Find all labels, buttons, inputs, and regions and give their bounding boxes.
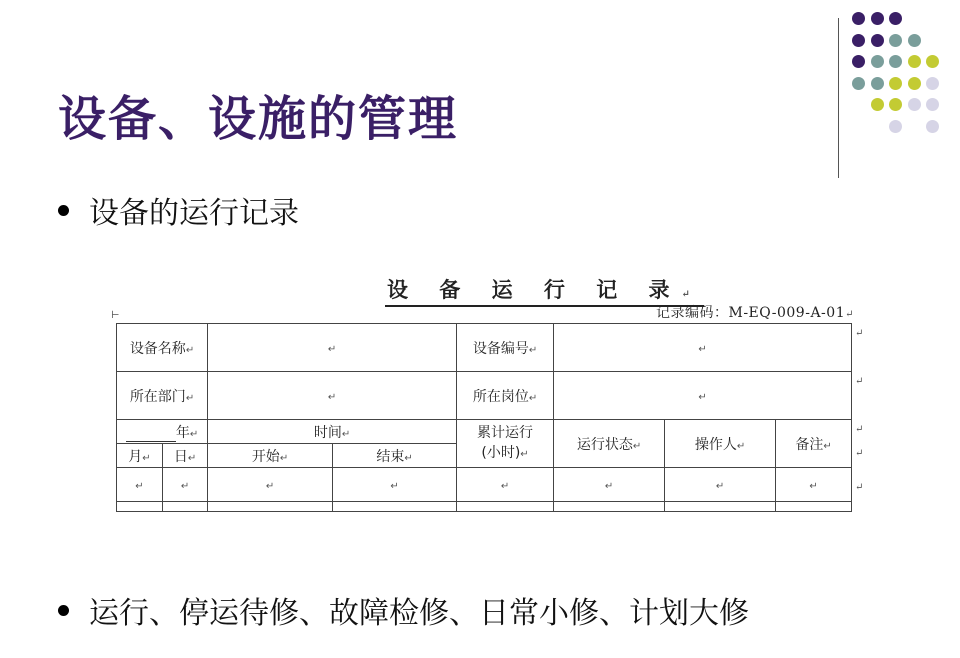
slide-title: 设备、设施的管理 — [58, 91, 459, 147]
decorative-dot — [926, 98, 939, 111]
row-end-mark: ↵ — [855, 376, 864, 387]
decorative-dot — [871, 55, 884, 68]
time-header: 时间↵ — [208, 420, 457, 444]
device-name-cell: ↵ — [208, 324, 457, 372]
table-row — [117, 372, 852, 420]
decorative-dot — [871, 98, 884, 111]
row-end-mark: ↵ — [855, 482, 864, 493]
decorative-dot — [871, 34, 884, 47]
table-cell: ↵ — [117, 468, 163, 502]
row-end-mark: ↵ — [855, 424, 864, 435]
label-device-name: 设备名称↵ — [117, 324, 208, 372]
table-cell — [163, 502, 208, 512]
start-header: 开始↵ — [208, 444, 333, 468]
device-number-cell: ↵ — [554, 324, 852, 372]
bullet-text: 运行、停运待修、故障检修、日常小修、计划大修 — [89, 596, 749, 631]
decorative-dot — [926, 55, 939, 68]
end-header: 结束↵ — [333, 444, 457, 468]
dot-grid-decoration — [852, 12, 952, 162]
record-table — [116, 323, 852, 512]
title-divider — [838, 18, 839, 178]
remark-header: 备注↵ — [776, 420, 852, 468]
decorative-dot — [908, 98, 921, 111]
decorative-dot — [871, 12, 884, 25]
table-cell: ↵ — [163, 468, 208, 502]
year-header: 年↵ — [117, 420, 208, 444]
decorative-dot — [871, 77, 884, 90]
table-cell — [457, 502, 554, 512]
decorative-dot — [908, 34, 921, 47]
decorative-dot — [852, 77, 865, 90]
margin-marker: ⊢ — [111, 310, 120, 321]
department-cell: ↵ — [208, 372, 457, 420]
status-header: 运行状态↵ — [554, 420, 665, 468]
label-post: 所在岗位↵ — [457, 372, 554, 420]
post-cell: ↵ — [554, 372, 852, 420]
table-cell: ↵ — [333, 468, 457, 502]
operator-header: 操作人↵ — [665, 420, 776, 468]
decorative-dot — [908, 77, 921, 90]
equipment-record-form — [110, 270, 864, 510]
label-device-number: 设备编号↵ — [457, 324, 554, 372]
table-cell — [665, 502, 776, 512]
decorative-dot — [889, 55, 902, 68]
decorative-dot — [852, 12, 865, 25]
bullet-text: 设备的运行记录 — [89, 196, 299, 231]
table-cell: ↵ — [208, 468, 333, 502]
bullet-dot-icon — [58, 605, 69, 616]
table-cell — [117, 502, 163, 512]
decorative-dot — [889, 98, 902, 111]
decorative-dot — [889, 120, 902, 133]
bullet-item — [58, 188, 299, 232]
record-number: 记录编码：M-EQ-009-A-01↵ — [655, 305, 854, 321]
decorative-dot — [889, 77, 902, 90]
table-cell — [208, 502, 333, 512]
decorative-dot — [889, 34, 902, 47]
decorative-dot — [852, 55, 865, 68]
table-row — [117, 502, 852, 512]
bullet-dot-icon — [58, 205, 69, 216]
table-cell — [776, 502, 852, 512]
label-department: 所在部门↵ — [117, 372, 208, 420]
table-cell — [554, 502, 665, 512]
cumulative-hours-header: 累计运行 (小时)↵ — [457, 420, 554, 468]
month-header: 月↵ — [117, 444, 163, 468]
table-row — [117, 324, 852, 372]
row-end-mark: ↵ — [855, 448, 864, 459]
table-row — [117, 468, 852, 502]
day-header: 日↵ — [163, 444, 208, 468]
table-cell: ↵ — [554, 468, 665, 502]
decorative-dot — [908, 55, 921, 68]
decorative-dot — [926, 77, 939, 90]
table-header-row — [117, 420, 852, 444]
decorative-dot — [889, 12, 902, 25]
table-cell: ↵ — [776, 468, 852, 502]
decorative-dot — [852, 34, 865, 47]
table-cell — [333, 502, 457, 512]
table-cell: ↵ — [665, 468, 776, 502]
bullet-item — [58, 588, 749, 632]
decorative-dot — [926, 120, 939, 133]
row-end-mark: ↵ — [855, 328, 864, 339]
form-title: 设 备 运 行 记 录↵ — [385, 274, 704, 307]
table-cell: ↵ — [457, 468, 554, 502]
